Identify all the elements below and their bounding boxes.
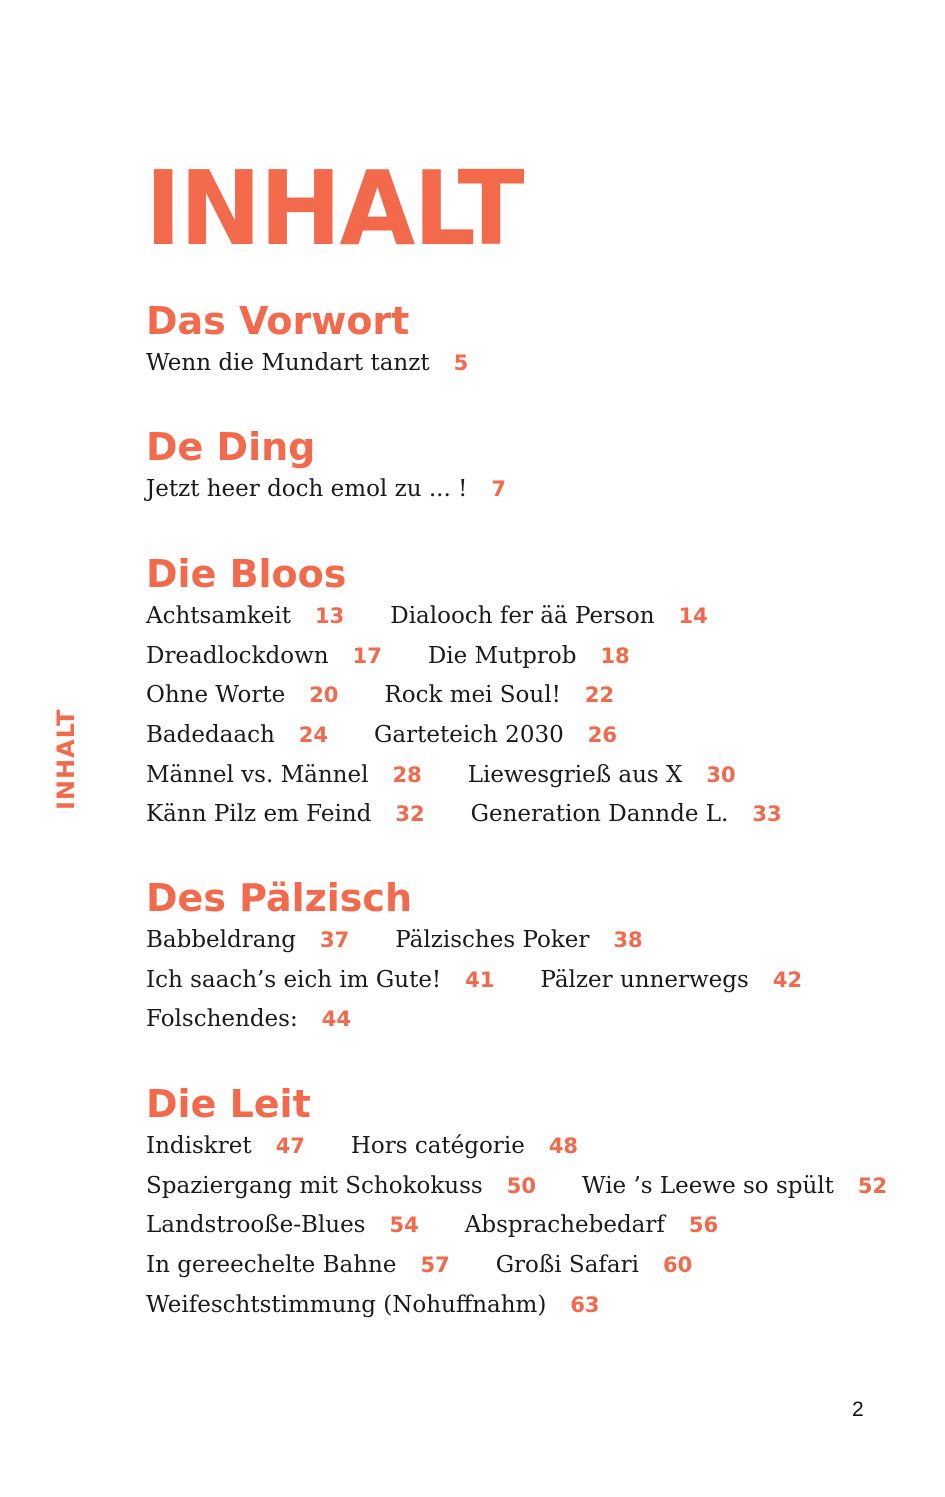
entry-title: Pälzisches Poker	[395, 927, 590, 953]
section-entries	[146, 927, 848, 1046]
entry-title: Hors catégorie	[350, 1133, 525, 1159]
toc-entry	[146, 762, 422, 788]
entry-page-number: 13	[315, 604, 345, 628]
entry-page-number: 56	[688, 1213, 719, 1238]
entry-title: Folschendes:	[146, 1006, 298, 1033]
entry-page-number: 5	[453, 351, 469, 375]
toc-section	[146, 551, 828, 841]
entry-page-number: 54	[389, 1213, 419, 1238]
entry-title: Badedaach	[146, 722, 275, 749]
toc-entry	[351, 1133, 578, 1159]
entry-title: Achtsamkeit	[146, 603, 292, 629]
toc-row	[146, 350, 514, 390]
entry-title: Liewesgrieß aus X	[467, 761, 683, 788]
toc-entry	[468, 762, 736, 788]
toc-entry	[146, 967, 494, 993]
section-heading: De Ding	[146, 425, 316, 469]
entry-title: Jetzt heer doch emol zu ... !	[146, 476, 468, 502]
toc-row	[146, 722, 828, 762]
toc-entry	[146, 927, 349, 953]
toc-entry	[146, 1212, 419, 1238]
entry-title: Weifeschtstimmung (Nohuffnahm)	[146, 1291, 547, 1318]
toc-entry	[496, 1252, 693, 1278]
section-heading: Die Bloos	[146, 552, 347, 596]
toc-entry	[465, 1212, 718, 1238]
toc-entry	[395, 927, 642, 953]
toc-row	[146, 762, 828, 802]
entry-page-number: 18	[600, 643, 630, 668]
toc-entry	[146, 603, 344, 629]
toc-entry	[582, 1173, 887, 1199]
toc-entry	[374, 722, 617, 748]
entry-title: Dreadlockdown	[146, 642, 329, 669]
toc-row	[146, 927, 848, 967]
toc-section	[146, 424, 552, 516]
entry-page-number: 57	[420, 1253, 450, 1278]
toc-entry	[471, 801, 782, 827]
page-number: 2	[852, 1398, 864, 1421]
toc-entry	[390, 603, 707, 629]
entry-title: Die Mutprob	[427, 642, 577, 669]
toc-row	[146, 643, 828, 683]
toc-row	[146, 1173, 933, 1213]
toc-entry	[146, 682, 338, 708]
toc-entry	[146, 1252, 450, 1278]
side-label: INHALT	[52, 708, 80, 810]
toc-entry	[146, 350, 468, 376]
entry-page-number: 14	[678, 604, 708, 628]
entry-title: Absprachebedarf	[464, 1212, 665, 1239]
toc-section	[146, 1081, 933, 1331]
entry-page-number: 22	[584, 683, 615, 708]
toc-entry	[146, 1173, 536, 1199]
toc-row	[146, 682, 828, 722]
entry-page-number: 41	[465, 967, 495, 992]
section-entries	[146, 1133, 933, 1331]
entry-title: Indiskret	[146, 1133, 252, 1159]
entry-title: Pälzer unnerwegs	[540, 966, 749, 993]
toc-entry	[146, 1006, 351, 1032]
toc-entry	[146, 722, 328, 748]
entry-title: Landstrooße-Blues	[146, 1212, 366, 1239]
entry-page-number: 28	[392, 762, 422, 787]
toc-entry	[146, 1133, 305, 1159]
entry-title: Generation Dannde L.	[470, 801, 729, 828]
section-entries	[146, 350, 514, 390]
entry-title: Wie ’s Leewe so spült	[581, 1172, 834, 1199]
section-entries	[146, 603, 828, 841]
toc-row	[146, 1006, 848, 1046]
entry-page-number: 47	[275, 1134, 305, 1158]
toc-entry	[428, 643, 630, 669]
toc-row	[146, 1133, 933, 1173]
entry-page-number: 32	[395, 802, 425, 827]
toc-section	[146, 875, 848, 1046]
entry-title: Großi Safari	[495, 1252, 639, 1279]
toc-entry	[146, 476, 506, 502]
entry-title: Dialooch fer ää Person	[390, 603, 655, 629]
entry-title: Männel vs. Männel	[146, 761, 369, 788]
entry-page-number: 38	[613, 928, 643, 952]
entry-page-number: 52	[857, 1173, 888, 1198]
entry-title: In gereechelte Bahne	[146, 1252, 397, 1279]
toc-row	[146, 603, 828, 643]
page-title: INHALT	[145, 149, 523, 269]
entry-title: Spaziergang mit Schokokuss	[146, 1172, 483, 1199]
toc-row	[146, 1212, 933, 1252]
toc-entry	[384, 682, 614, 708]
entry-page-number: 37	[320, 928, 350, 952]
entry-title: Känn Pilz em Feind	[146, 801, 372, 828]
toc-entry	[146, 643, 382, 669]
toc-entry	[540, 967, 802, 993]
entry-title: Ohne Worte	[146, 682, 286, 709]
entry-page-number: 33	[752, 802, 782, 827]
section-heading: Des Pälzisch	[146, 876, 412, 920]
toc-row	[146, 967, 848, 1007]
entry-page-number: 17	[352, 643, 382, 668]
toc-row	[146, 1252, 933, 1292]
toc-row	[146, 1292, 933, 1332]
entry-page-number: 20	[309, 683, 339, 708]
toc-section	[146, 298, 514, 390]
entry-page-number: 48	[548, 1134, 579, 1158]
toc-row	[146, 476, 552, 516]
toc-entry	[146, 1292, 600, 1318]
section-heading: Die Leit	[146, 1082, 311, 1126]
entry-page-number: 30	[706, 762, 736, 787]
section-entries	[146, 476, 552, 516]
entry-page-number: 60	[662, 1253, 693, 1278]
entry-title: Wenn die Mundart tanzt	[146, 350, 430, 376]
toc-entry	[146, 801, 425, 827]
entry-page-number: 50	[506, 1173, 536, 1198]
entry-page-number: 63	[570, 1292, 600, 1317]
entry-page-number: 7	[491, 477, 506, 501]
entry-title: Ich saach’s eich im Gute!	[146, 966, 442, 993]
section-heading: Das Vorwort	[146, 299, 410, 343]
entry-title: Garteteich 2030	[374, 722, 564, 749]
toc-row	[146, 801, 828, 841]
entry-title: Babbeldrang	[146, 927, 296, 953]
entry-page-number: 44	[321, 1007, 351, 1032]
entry-page-number: 26	[587, 723, 617, 748]
entry-page-number: 24	[298, 723, 329, 748]
entry-page-number: 42	[772, 967, 803, 992]
entry-title: Rock mei Soul!	[384, 682, 561, 709]
